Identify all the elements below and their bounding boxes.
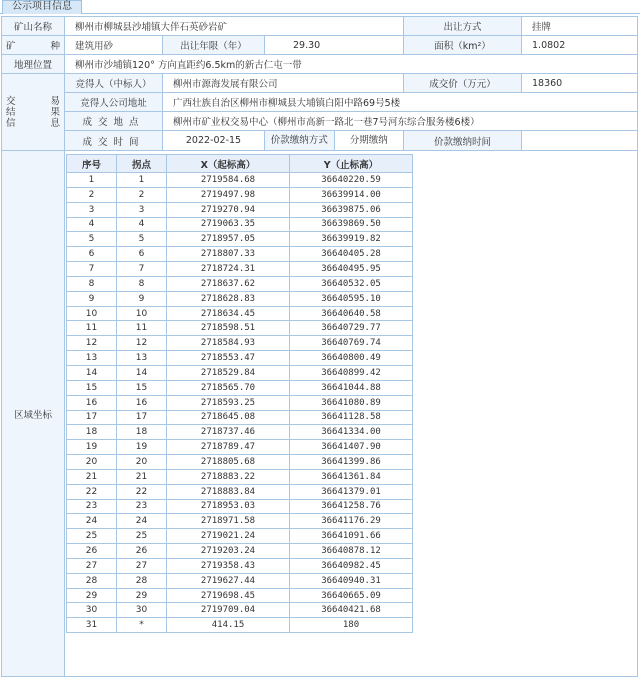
bidder-address-value: 广西壮族自治区柳州市柳城县大埔镇白阳中路69号5楼 xyxy=(163,93,638,112)
table-row xyxy=(67,247,413,262)
location-label: 地理位置 xyxy=(2,55,65,74)
coords-cell: 29 xyxy=(117,588,167,603)
coords-cell: 27 xyxy=(117,558,167,573)
coords-cell: 11 xyxy=(117,321,167,336)
coords-cell: 2719270.94 xyxy=(167,202,290,217)
coords-cell: 17 xyxy=(117,410,167,425)
coords-cell: 6 xyxy=(117,247,167,262)
coords-cell: 4 xyxy=(117,217,167,232)
term-value: 29.30 xyxy=(265,36,404,55)
table-row xyxy=(67,306,413,321)
coords-cell: 17 xyxy=(67,410,117,425)
table-row xyxy=(67,455,413,470)
coords-cell: 2718883.84 xyxy=(167,484,290,499)
coords-cell: 5 xyxy=(67,232,117,247)
transfer-method-label: 出让方式 xyxy=(404,17,522,36)
coords-cell: 2718637.62 xyxy=(167,276,290,291)
coords-cell: 36641044.88 xyxy=(290,380,413,395)
coords-cell: 20 xyxy=(67,455,117,470)
coords-cell: 12 xyxy=(67,336,117,351)
coords-cell: 2718807.33 xyxy=(167,247,290,262)
coords-cell: 2718971.58 xyxy=(167,514,290,529)
mine-name-value: 柳州市柳城县沙埔镇大伴石英砂岩矿 xyxy=(65,17,404,36)
coords-cell: 28 xyxy=(117,573,167,588)
coords-cell: 19 xyxy=(117,440,167,455)
coords-cell: 2718565.70 xyxy=(167,380,290,395)
coords-cell: 16 xyxy=(67,395,117,410)
table-row xyxy=(67,529,413,544)
coords-cell: 36640405.28 xyxy=(290,247,413,262)
term-label: 出让年限（年） xyxy=(163,36,265,55)
deal-price-label: 成交价（万元） xyxy=(404,74,522,93)
coords-cell: 2 xyxy=(117,187,167,202)
area-label: 面积（km²） xyxy=(404,36,522,55)
deal-place-value: 柳州市矿业权交易中心（柳州市高新一路北一巷7号河东综合服务楼6楼） xyxy=(163,112,638,131)
table-row xyxy=(67,232,413,247)
coords-cell: 2718598.51 xyxy=(167,321,290,336)
table-row xyxy=(67,336,413,351)
coords-cell: 36641399.86 xyxy=(290,455,413,470)
coords-cell: 36641361.84 xyxy=(290,469,413,484)
table-row xyxy=(67,514,413,529)
tab-bar xyxy=(0,0,640,14)
coords-cell: 36640220.59 xyxy=(290,173,413,188)
coords-cell: 36641128.58 xyxy=(290,410,413,425)
coords-cell: 29 xyxy=(67,588,117,603)
coords-cell: 180 xyxy=(290,618,413,633)
coords-cell: 36640421.68 xyxy=(290,603,413,618)
table-row xyxy=(67,469,413,484)
coords-cell: 2 xyxy=(67,187,117,202)
coords-cell: 2718628.83 xyxy=(167,291,290,306)
coords-cell: 2719203.24 xyxy=(167,544,290,559)
bidder-address-label: 竞得人公司地址 xyxy=(65,93,163,112)
coords-cell: 36641334.00 xyxy=(290,425,413,440)
coords-cell: 14 xyxy=(117,365,167,380)
coords-cell: 36640729.77 xyxy=(290,321,413,336)
mineral-label: 矿 种 xyxy=(2,36,65,55)
region-coords-cell xyxy=(65,151,638,677)
coords-cell: 13 xyxy=(67,351,117,366)
table-row xyxy=(67,380,413,395)
coords-cell: 9 xyxy=(117,291,167,306)
coords-cell: 5 xyxy=(117,232,167,247)
coords-header-3: Y（止标高） xyxy=(290,155,413,173)
coords-cell: 22 xyxy=(117,484,167,499)
coords-cell: 36640982.45 xyxy=(290,558,413,573)
coords-cell: 20 xyxy=(117,455,167,470)
coords-cell: 8 xyxy=(67,276,117,291)
coords-cell: 7 xyxy=(67,262,117,277)
coords-cell: 2718805.68 xyxy=(167,455,290,470)
table-row xyxy=(67,321,413,336)
coords-cell: 2718529.84 xyxy=(167,365,290,380)
region-coords-label: 区域坐标 xyxy=(2,151,65,677)
table-row xyxy=(67,173,413,188)
coords-cell: 21 xyxy=(117,469,167,484)
coords-cell: 36641379.01 xyxy=(290,484,413,499)
coords-cell: 26 xyxy=(117,544,167,559)
table-row xyxy=(67,351,413,366)
table-row xyxy=(67,558,413,573)
coords-cell: 2718553.47 xyxy=(167,351,290,366)
mine-name-label: 矿山名称 xyxy=(2,17,65,36)
coords-cell: 36641080.89 xyxy=(290,395,413,410)
coords-cell: 23 xyxy=(117,499,167,514)
coords-cell: 24 xyxy=(67,514,117,529)
deal-time-value: 2022-02-15 xyxy=(163,131,265,151)
coords-cell: 6 xyxy=(67,247,117,262)
coords-cell: 13 xyxy=(117,351,167,366)
coords-cell: 28 xyxy=(67,573,117,588)
table-row xyxy=(67,425,413,440)
coords-cell: 36640878.12 xyxy=(290,544,413,559)
deal-place-label: 成交地点 xyxy=(65,112,163,131)
table-row xyxy=(67,410,413,425)
table-row xyxy=(67,499,413,514)
coords-cell: 2718634.45 xyxy=(167,306,290,321)
tab-public-project-info[interactable]: 公示项目信息 xyxy=(2,0,82,14)
coords-cell: 2718737.46 xyxy=(167,425,290,440)
coords-cell: 8 xyxy=(117,276,167,291)
coords-cell: 2719584.68 xyxy=(167,173,290,188)
coords-cell: 36641176.29 xyxy=(290,514,413,529)
coords-cell: 2718953.03 xyxy=(167,499,290,514)
pay-method-value: 分期缴纳 xyxy=(335,131,404,150)
coords-cell: 23 xyxy=(67,499,117,514)
coords-cell: 10 xyxy=(67,306,117,321)
coords-cell: 15 xyxy=(117,380,167,395)
coords-cell: 2719709.04 xyxy=(167,603,290,618)
coords-header-0: 序号 xyxy=(67,155,117,173)
table-row xyxy=(67,484,413,499)
bidder-label: 竞得人（中标人） xyxy=(65,74,163,93)
table-row xyxy=(67,440,413,455)
coords-cell: 4 xyxy=(67,217,117,232)
result-info-label: 交 易 结 果 信 息 xyxy=(2,74,65,151)
transfer-method-value: 挂牌 xyxy=(522,17,638,36)
coords-cell: 1 xyxy=(67,173,117,188)
coords-table xyxy=(66,154,413,633)
coords-cell: 36640640.58 xyxy=(290,306,413,321)
coords-cell: 36640532.05 xyxy=(290,276,413,291)
coords-cell: 10 xyxy=(117,306,167,321)
coords-cell: 36641407.90 xyxy=(290,440,413,455)
coords-header-1: 拐点 xyxy=(117,155,167,173)
coords-cell: 9 xyxy=(67,291,117,306)
table-row xyxy=(67,276,413,291)
coords-cell: 3 xyxy=(67,202,117,217)
coords-cell: 2719021.24 xyxy=(167,529,290,544)
coords-cell: 12 xyxy=(117,336,167,351)
location-value: 柳州市沙埔镇120° 方向直距约6.5km的新古仁屯一带 xyxy=(65,55,638,74)
coords-cell: 25 xyxy=(117,529,167,544)
table-row xyxy=(67,217,413,232)
coords-cell: 2718789.47 xyxy=(167,440,290,455)
coords-cell: 19 xyxy=(67,440,117,455)
area-value: 1.0802 xyxy=(522,36,638,55)
table-row xyxy=(67,262,413,277)
coords-cell: 36639869.50 xyxy=(290,217,413,232)
coords-cell: 27 xyxy=(67,558,117,573)
coords-cell: 31 xyxy=(67,618,117,633)
coords-cell: 7 xyxy=(117,262,167,277)
coords-cell: 36640595.10 xyxy=(290,291,413,306)
coords-cell: 36640940.31 xyxy=(290,573,413,588)
coords-cell: 24 xyxy=(117,514,167,529)
coords-cell: 36641091.66 xyxy=(290,529,413,544)
coords-cell: 30 xyxy=(117,603,167,618)
coords-cell: 36639875.06 xyxy=(290,202,413,217)
coords-cell: 18 xyxy=(67,425,117,440)
coords-cell: 2719358.43 xyxy=(167,558,290,573)
coords-cell: 21 xyxy=(67,469,117,484)
project-info-table xyxy=(1,16,638,677)
coords-cell: 16 xyxy=(117,395,167,410)
pay-method-label: 价款缴纳方式 分期缴纳 xyxy=(265,131,404,151)
coords-cell: 414.15 xyxy=(167,618,290,633)
coords-cell: 2718584.93 xyxy=(167,336,290,351)
coords-header-2: X（起标高） xyxy=(167,155,290,173)
table-row xyxy=(67,291,413,306)
coords-cell: 36639919.82 xyxy=(290,232,413,247)
coords-cell: 2718957.05 xyxy=(167,232,290,247)
coords-cell: 2718724.31 xyxy=(167,262,290,277)
coords-cell: 36640769.74 xyxy=(290,336,413,351)
table-row xyxy=(67,603,413,618)
table-row xyxy=(67,365,413,380)
coords-cell: 2718883.22 xyxy=(167,469,290,484)
pay-time-value xyxy=(522,131,638,151)
coords-cell: 36640899.42 xyxy=(290,365,413,380)
table-row xyxy=(67,588,413,603)
bidder-value: 柳州市源海发展有限公司 xyxy=(163,74,404,93)
coords-cell: 30 xyxy=(67,603,117,618)
coords-cell: 36639914.00 xyxy=(290,187,413,202)
table-row xyxy=(67,202,413,217)
coords-cell: 3 xyxy=(117,202,167,217)
table-row xyxy=(67,573,413,588)
coords-cell: * xyxy=(117,618,167,633)
coords-cell: 2719497.98 xyxy=(167,187,290,202)
coords-cell: 25 xyxy=(67,529,117,544)
coords-cell: 14 xyxy=(67,365,117,380)
deal-price-value: 18360 xyxy=(522,74,638,93)
pay-time-label: 价款缴纳时间 xyxy=(404,131,522,151)
coords-cell: 26 xyxy=(67,544,117,559)
table-row xyxy=(67,618,413,633)
coords-cell: 18 xyxy=(117,425,167,440)
coords-cell: 36640800.49 xyxy=(290,351,413,366)
table-row xyxy=(67,187,413,202)
deal-time-label: 成交时间 xyxy=(65,131,163,151)
coords-cell: 36640495.95 xyxy=(290,262,413,277)
table-row xyxy=(67,395,413,410)
coords-cell: 2719627.44 xyxy=(167,573,290,588)
coords-cell: 2719698.45 xyxy=(167,588,290,603)
coords-cell: 2719063.35 xyxy=(167,217,290,232)
coords-cell: 2718593.25 xyxy=(167,395,290,410)
coords-cell: 11 xyxy=(67,321,117,336)
coords-cell: 36641258.76 xyxy=(290,499,413,514)
mineral-value: 建筑用砂 xyxy=(65,36,163,55)
coords-cell: 2718645.08 xyxy=(167,410,290,425)
table-row xyxy=(67,544,413,559)
coords-cell: 22 xyxy=(67,484,117,499)
coords-cell: 36640665.09 xyxy=(290,588,413,603)
coords-cell: 15 xyxy=(67,380,117,395)
coords-cell: 1 xyxy=(117,173,167,188)
